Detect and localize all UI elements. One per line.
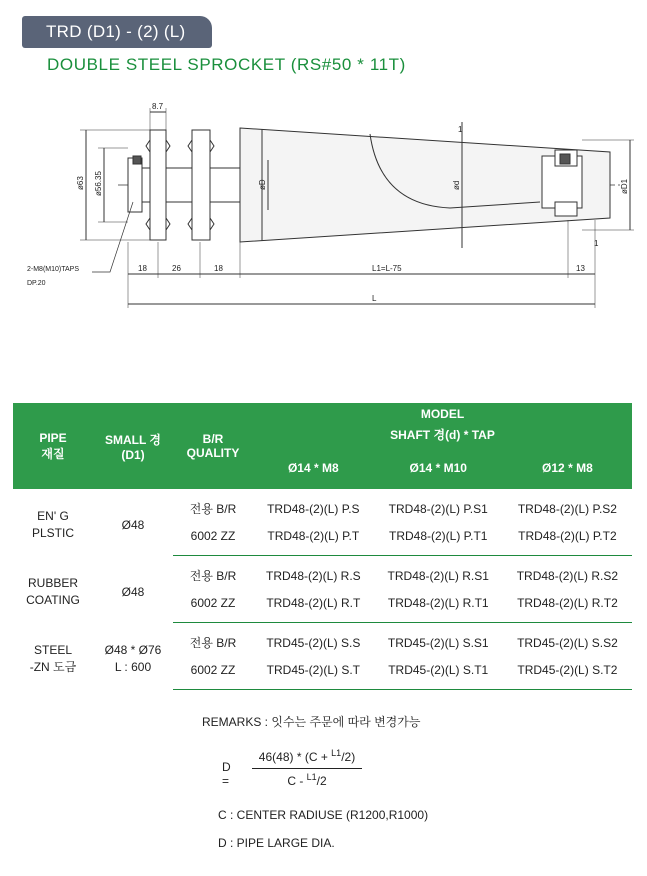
model-cell: TRD48-(2)(L) P.S2: [517, 501, 617, 516]
dim-8-7: 8.7: [152, 102, 164, 111]
small-cell: Ø48 * Ø76 L : 600: [104, 643, 162, 674]
model-cell: TRD45-(2)(L) S.T: [253, 656, 374, 690]
model-cell: TRD48-(2)(L) R.T2: [503, 589, 632, 623]
model-cell: TRD45-(2)(L) S.S1: [387, 635, 489, 650]
model-cell: TRD48-(2)(L) R.T: [253, 589, 374, 623]
header-br-quality: B/R QUALITY: [173, 403, 253, 489]
model-title-tag: TRD (D1) - (2) (L): [22, 16, 212, 48]
formula-denominator: C - $^{L1}$/2: [287, 772, 327, 788]
dim-dia-56-35: ø56.35: [94, 171, 103, 196]
remarks: REMARKS : 잇수는 주문에 따라 변경가능: [202, 715, 421, 729]
note-center-radius: C : CENTER RADIUSE (R1200,R1000): [218, 808, 429, 822]
model-cell: TRD48-(2)(L) P.S: [267, 501, 360, 516]
formula-numerator: 46(48) * (C + $^{L1}$/2): [252, 748, 362, 769]
dim-dia-D: øD: [258, 179, 267, 190]
small-cell: Ø48: [121, 517, 145, 532]
model-cell: TRD48-(2)(L) R.S2: [516, 568, 619, 583]
pipe-cell: STEEL -ZN 도금: [29, 643, 77, 674]
model-cell: TRD48-(2)(L) P.S1: [388, 501, 488, 516]
dim-l: L: [372, 294, 377, 303]
technical-drawing: [0, 90, 647, 315]
table-row: [13, 556, 632, 590]
model-table: [13, 403, 632, 690]
model-cell: TRD45-(2)(L) S.S2: [517, 635, 618, 650]
dim-18-right: 18: [214, 264, 223, 273]
dim-26: 26: [172, 264, 181, 273]
dim-dia-d: ød: [452, 180, 461, 190]
header-small: SMALL 경 (D1): [93, 403, 173, 489]
table-row: [13, 489, 632, 522]
br-cell: 6002 ZZ: [173, 522, 253, 556]
formula-fraction: [252, 748, 362, 788]
model-cell: TRD45-(2)(L) S.T1: [374, 656, 503, 690]
model-cell: TRD45-(2)(L) S.T2: [503, 656, 632, 690]
note-pipe-large-dia: D : PIPE LARGE DIA.: [218, 836, 335, 850]
header-pipe: PIPE 재질: [13, 403, 93, 489]
header-col-3: Ø12 * M8: [503, 447, 632, 489]
dim-dia-63: ø63: [76, 176, 85, 190]
dim-dia-D1: øD1: [620, 178, 629, 194]
header-col-2: Ø14 * M10: [374, 447, 503, 489]
br-cell: 전용 B/R: [189, 502, 237, 516]
dim-l1: L1=L-75: [372, 264, 402, 273]
small-cell: Ø48: [121, 584, 145, 599]
br-cell: 전용 B/R: [189, 636, 237, 650]
dim-18-left: 18: [138, 264, 147, 273]
br-cell: 6002 ZZ: [173, 656, 253, 690]
header-col-1: Ø14 * M8: [253, 447, 374, 489]
formula-lhs: D =: [222, 760, 231, 788]
pipe-cell: EN' G PLSTIC: [31, 509, 74, 541]
model-cell: TRD48-(2)(L) R.T1: [374, 589, 503, 623]
br-cell: 전용 B/R: [189, 569, 237, 583]
header-model: MODEL SHAFT 경(d) * TAP: [253, 403, 632, 447]
model-subtitle: DOUBLE STEEL SPROCKET (RS#50 * 11T): [47, 55, 406, 74]
taps-label: 2-M8(M10)TAPS: [27, 266, 79, 273]
model-cell: TRD45-(2)(L) S.S: [266, 635, 361, 650]
model-cell: TRD48-(2)(L) P.T2: [503, 522, 632, 556]
table-row: [13, 623, 632, 657]
model-cell: TRD48-(2)(L) R.S1: [387, 568, 489, 583]
br-cell: 6002 ZZ: [173, 589, 253, 623]
model-cell: TRD48-(2)(L) P.T1: [374, 522, 503, 556]
dp-label: DP.20: [27, 280, 46, 287]
pipe-cell: RUBBER COATING: [26, 576, 80, 607]
dim-1-top: 1: [458, 125, 463, 134]
model-cell: TRD48-(2)(L) P.T: [253, 522, 374, 556]
dim-13: 13: [576, 264, 585, 273]
model-cell: TRD48-(2)(L) R.S: [265, 568, 361, 583]
dim-1-bottom: 1: [594, 239, 599, 248]
